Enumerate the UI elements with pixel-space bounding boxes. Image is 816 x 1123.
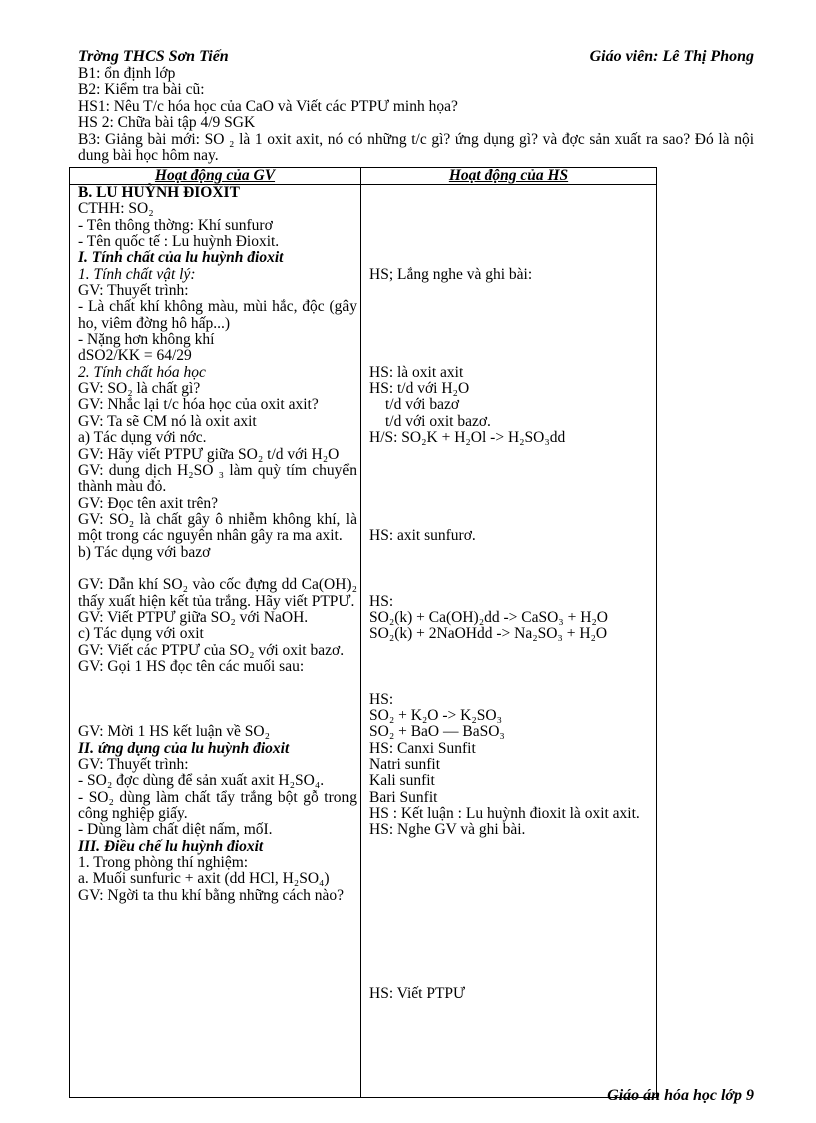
section-heading: II. ứng dụng của lu huỳnh đioxit [78,739,290,757]
section-heading: I. Tính chất của lu huỳnh đioxit [78,249,284,267]
hs-line: HS; Lắng nghe và ghi bài: [369,265,533,283]
gv-line: - Tên quốc tế : Lu huỳnh Đioxit. [78,233,280,251]
column-header-gv: Hoạt động của GV [70,168,361,185]
gv-line: a) Tác dụng với nớc. [78,429,207,447]
table-header-row [70,168,657,185]
column-header-hs: Hoạt động của HS [361,168,657,185]
teacher-activity-cell [70,185,361,1098]
hs-equation: SO₂ + K₂O -> K₂SO₃ [369,707,502,724]
intro-question-1: HS1: Nêu T/c hóa học của CaO và Viết các PTPƯ minh họa? [78,97,458,115]
subsection-heading: 1. Tính chất vật lý: [78,265,196,283]
lesson-table [69,167,657,1098]
gv-line: c) Tác dụng với oxit [78,625,204,643]
hs-line: t/d với oxit bazơ. [385,412,491,430]
hs-line: HS : Kết luận : Lu huỳnh đioxit là oxit axit. [369,805,640,823]
gv-line: - SO₂ dùng làm chất tẩy trắng bột gỗ trong công nghiệp giấy. [78,788,357,823]
gv-line: GV: SO₂ là chất gây ô nhiễm không khí, là một trong các nguyên nhân gây ra ma axit. [78,510,357,545]
section-title: B. LU HUỲNH ĐIOXIT [78,184,240,201]
gv-line: GV: Mời 1 HS kết luận về SO₂ [78,723,270,741]
subsection-heading: 2. Tính chất hóa học [78,363,206,381]
page [78,48,754,164]
intro-step-3: B3: Giảng bài mới: SO ₂ là 1 oxit axit, nó có những t/c gì? ứng dụng gì? và đợc sản xuất ra sao? Đó là nội dung bài học hôm nay. [78,130,754,165]
hs-equation: SO₂(k) + Ca(OH)₂dd -> CaSO₃ + H₂O [369,608,608,626]
hs-line: HS: [369,690,394,708]
hs-line: Natri sunfit [369,756,441,774]
hs-line: Kali sunfit [369,772,435,790]
gv-line: - Là chất khí không màu, mùi hắc, độc (gây ho, viêm đờng hô hấp...) [78,298,357,332]
hs-line: Bari Sunfit [369,788,438,806]
gv-line: - Dùng làm chất diệt nấm, mốI. [78,821,273,839]
intro-step-1: B1: ổn định lớp [78,65,176,82]
gv-line: GV: SO₂ là chất gì? [78,380,201,398]
hs-line: HS: axit sunfurơ. [369,527,476,545]
page-footer: Giáo án hóa học lớp 9 [607,1087,754,1104]
gv-line: GV: Hãy viết PTPƯ giữa SO₂ t/d với H₂O [78,445,340,463]
intro-step-2: B2: Kiểm tra bài cũ: [78,81,205,99]
page-header [78,48,754,66]
gv-line: - Nặng hơn không khí [78,331,215,349]
hs-line: H/S: SO₂K + H₂Ol -> H₂SO₃dd [369,429,566,447]
gv-line: GV: Thuyết trình: [78,756,189,774]
table-body-row [70,185,657,1098]
hs-equation: SO₂ + BaO — BaSO₃ [369,723,505,741]
gv-line: a. Muối sunfuric + axit (dd HCl, H₂SO₄) [78,870,330,888]
hs-line: HS: Canxi Sunfit [369,739,476,757]
gv-line: GV: Ngời ta thu khí bằng những cách nào? [78,886,344,904]
gv-line: GV: Viết các PTPƯ của SO₂ với oxit bazơ. [78,641,345,659]
lesson-intro [78,66,754,164]
hs-line: HS: là oxit axit [369,363,464,381]
hs-equation: SO₂(k) + 2NaOHdd -> Na₂SO₃ + H₂O [369,625,608,643]
hs-line: HS: [369,592,394,610]
gv-line: - Tên thông thờng: Khí sunfurơ [78,216,273,234]
gv-line: GV: Gọi 1 HS đọc tên các muối sau: [78,657,305,675]
intro-question-2: HS 2: Chữa bài tập 4/9 SGK [78,114,256,132]
gv-line: GV: dung dịch H₂SO ₃ làm quỳ tím chuyển thành màu đỏ. [78,461,357,496]
gv-line: GV: Đọc tên axit trên? [78,494,219,512]
gv-line: 1. Trong phòng thí nghiệm: [78,854,249,872]
gv-line: CTHH: SO₂ [78,200,154,218]
gv-line: GV: Viết PTPƯ giữa SO₂ với NaOH. [78,608,309,626]
gv-line: GV: Ta sẽ CM nó là oxit axit [78,412,257,430]
hs-line: t/d với bazơ [385,396,460,414]
gv-line: GV: Dẫn khí SO₂ vào cốc đựng dd Ca(OH)₂ thấy xuất hiện kết tủa trắng. Hãy viết PTPƯ. [78,576,357,610]
gv-line: dSO2/KK = 64/29 [78,347,192,365]
student-activity-cell [361,185,657,1098]
gv-line: GV: Nhắc lại t/c hóa học của oxit axit? [78,396,319,414]
gv-line: b) Tác dụng với bazơ [78,543,211,561]
section-heading: III. Điều chế lu huỳnh đioxit [78,837,264,855]
gv-line: - SO₂ đợc dùng để sản xuất axit H₂SO₄. [78,772,325,790]
school-name: Trờng THCS Sơn Tiến [78,48,229,65]
hs-line: HS: Nghe GV và ghi bài. [369,821,526,839]
gv-line: GV: Thuyết trình: [78,282,189,300]
hs-line: HS: Viết PTPƯ [369,984,466,1002]
teacher-name: Giáo viên: Lê Thị Phong [589,48,754,65]
hs-line: HS: t/d với H₂O [369,380,470,398]
